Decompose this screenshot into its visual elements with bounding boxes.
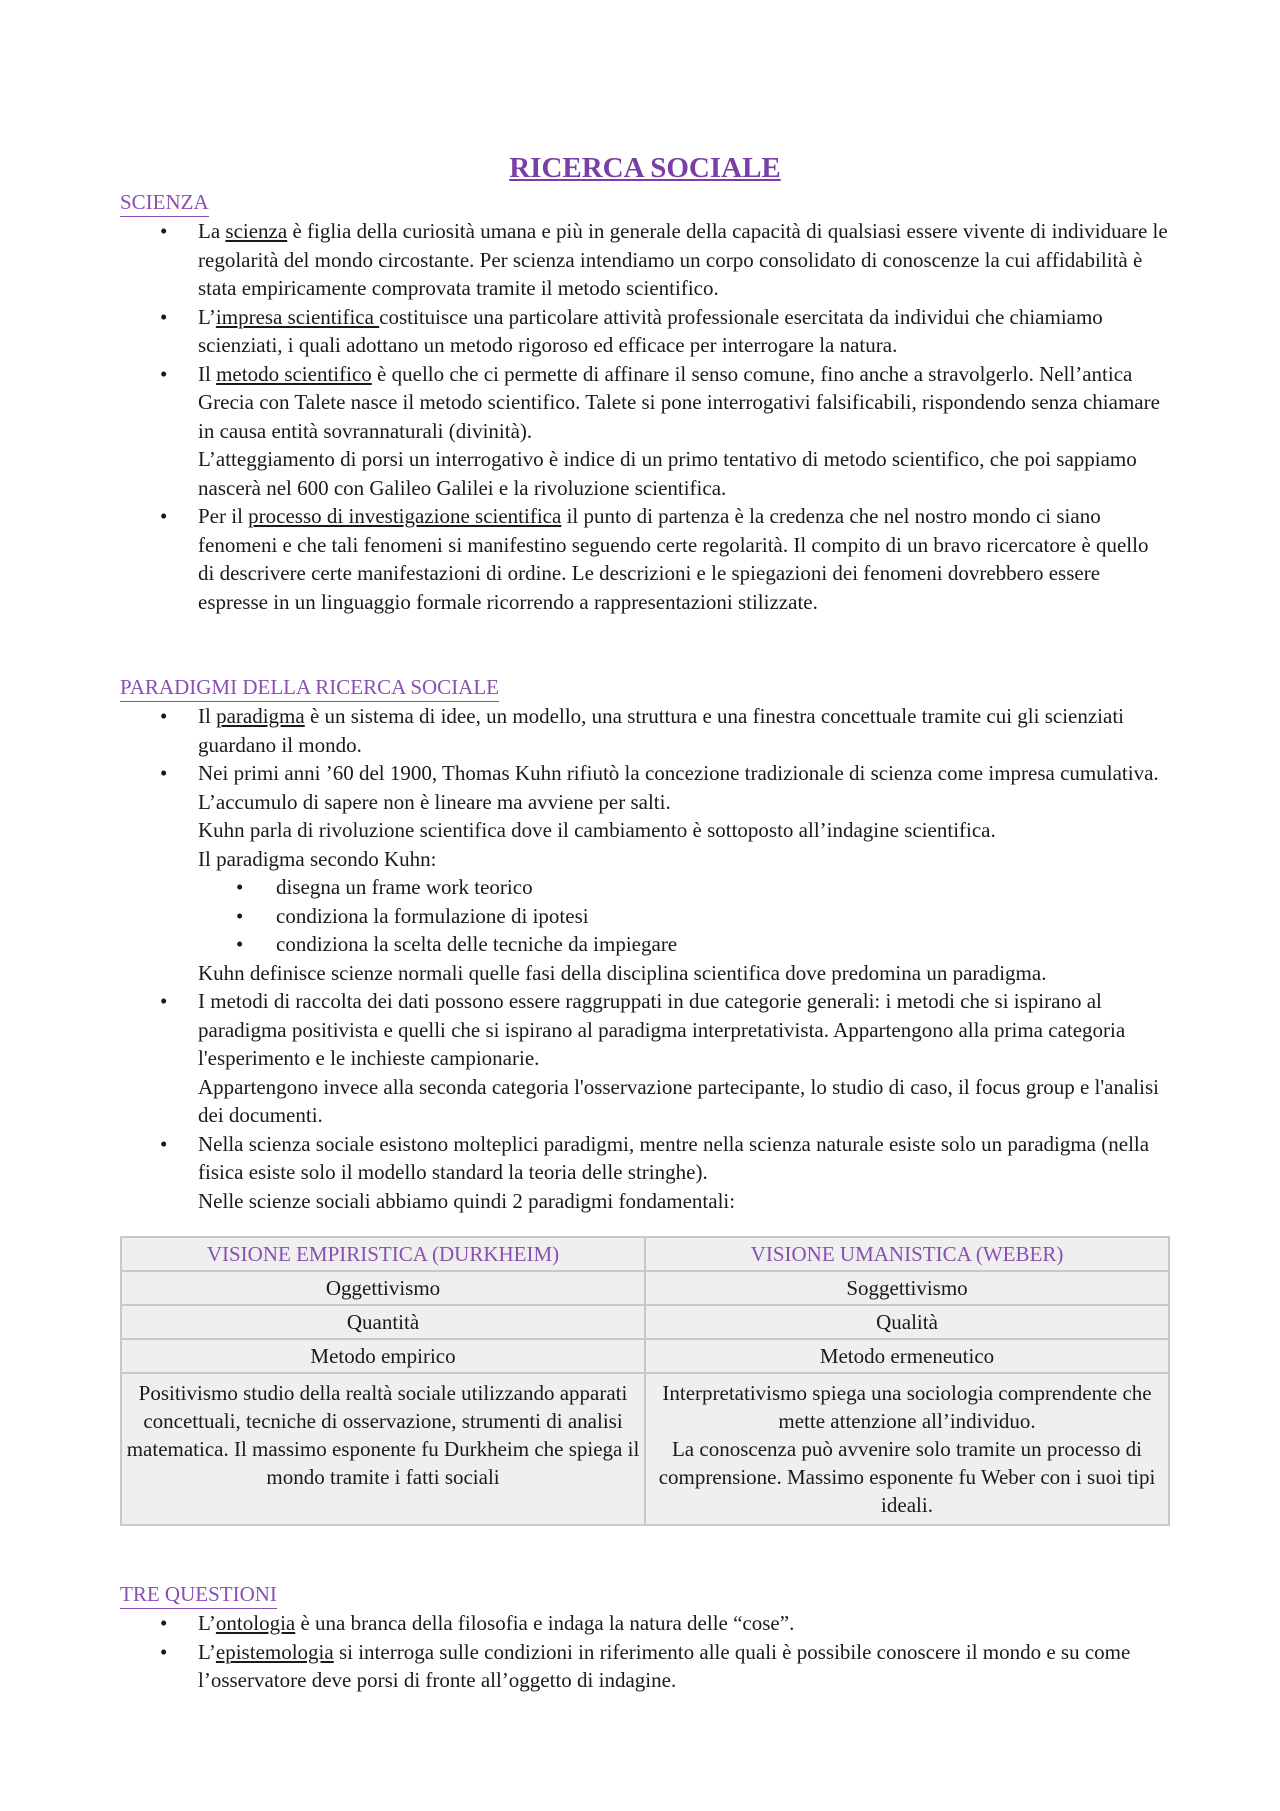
table-row [121,1373,1169,1525]
paragraph: Il paradigma secondo Kuhn: [198,846,437,871]
table-header-cell: VISIONE UMANISTICA (WEBER) [645,1237,1169,1271]
text: è figlia della curiosità umana e più in generale della capacità di qualsiasi essere vivente di individuare le regolarità del mondo circostante. Per scienza intendiamo un corpo consolidato di conoscenze la cui affidabilità è stata empiricamente comprovata tramite il metodo scientifico. [198,219,1168,300]
text: L’ [198,1611,216,1635]
list-item [120,702,1170,759]
paragraph: Nelle scienze sociali abbiamo quindi 2 paradigmi fondamentali: [198,1188,736,1213]
text: il punto di partenza è la credenza che nel nostro mondo ci siano fenomeni e che tali fenomeni si manifestino seguendo certe regolarità. Il compito di un bravo ricercatore è quello di descrivere certe manifestazioni di ordine. Le descrizioni e le spiegazioni dei fenomeni dovrebbero essere espresse in un linguaggio formale ricorrendo a rappresentazioni stilizzate. [198,504,1149,614]
cell-text: Interpretativismo spiega una sociologia comprendente che mette attenzione all’individuo. [662,1381,1152,1433]
text: Il [198,361,217,386]
section-heading: TRE QUESTIONI [120,1580,277,1609]
text: Il [198,704,217,728]
text: è una branca della filosofia e indaga la natura delle “cose”. [295,1611,795,1635]
table-row [121,1305,1169,1339]
table-cell: Quantità [121,1305,645,1339]
table-cell: Positivismo studio della realtà sociale utilizzando apparati concettuali, tecniche di osservazione, strumenti di analisi matematica. Il massimo esponente fu Durkheim che spiega il mondo tramite i fatti sociali [121,1373,645,1525]
list-item [120,1130,1170,1216]
table-row [121,1271,1169,1305]
list-item [120,303,1170,360]
section-scienza [120,188,1170,616]
text: Per il [198,504,249,528]
table-cell: Metodo ermeneutico [645,1339,1169,1373]
table-cell: Metodo empirico [121,1339,645,1373]
sub-list-item: • condiziona la formulazione di ipotesi [198,902,1170,931]
paragraph: Appartengono invece alla seconda categoria l'osservazione partecipante, lo studio di caso, il focus group e l'analisi dei documenti. [198,1074,1159,1127]
list-item [120,502,1170,616]
key-term: scienza [225,219,288,243]
text: L’ [198,1639,216,1664]
text: costituisce una particolare attività professionale esercitata da individui che chiamiamo scienziati, i quali adottano un metodo rigoroso ed efficace per interrogare la natura. [198,304,1103,357]
table-cell: Soggettivismo [645,1271,1169,1305]
paragraph: Kuhn parla di rivoluzione scientifica dove il cambiamento è sottoposto all’indagine scientifica. [198,818,996,842]
section-heading: SCIENZA [120,188,209,217]
list-item [120,360,1170,503]
text: è quello che ci permette di affinare il senso comune, fino anche a stravolgerlo. Nell’antica Grecia con Talete nasce il metodo scientifico. Talete si pone interrogativi falsificabili, rispondendo senza chiamare in causa entità sovrannaturali (divinità). [198,361,1160,443]
key-term: impresa scientifica [215,304,380,329]
list-item [120,759,1170,987]
sub-list-item: • condiziona la scelta delle tecniche da impiegare [198,930,1170,959]
list-item [120,1609,1170,1638]
table-header-row [121,1237,1169,1271]
paragraph: • Nella scienza sociale esistono molteplici paradigmi, mentre nella scienza naturale esiste solo un paradigma (nella fisica esiste solo il modello standard la teoria delle stringhe). [198,1131,1150,1184]
section-tre-questioni [120,1580,1170,1695]
text: L’ [198,304,216,329]
table-header-cell: VISIONE EMPIRISTICA (DURKHEIM) [121,1237,645,1271]
text: si interroga sulle condizioni in riferimento alle quali è possibile conoscere il mondo e su come l’osservatore deve porsi di fronte all’oggetto di indagine. [198,1639,1131,1692]
page-title: RICERCA SOCIALE [509,152,781,184]
table-cell [645,1373,1169,1525]
table-row [121,1339,1169,1373]
list-item [120,1638,1170,1695]
bullet-list [120,702,1170,1215]
cell-text: La conoscenza può avvenire solo tramite un processo di comprensione. Massimo esponente fu Weber con i suoi tipi ideali. [658,1437,1156,1517]
paragraph: • I metodi di raccolta dei dati possono essere raggruppati in due categorie generali: i metodi che si ispirano al paradigma positivista e quelli che si ispirano al paradigma interpretativista. Appartengono alla prima categoria l'esperimento e le inchieste campionarie. [198,989,1126,1070]
bullet-list [120,217,1170,616]
paragraph: Kuhn definisce scienze normali quelle fasi della disciplina scientifica dove predomina un paradigma. [198,960,1047,985]
list-item [120,987,1170,1130]
section-heading: PARADIGMI DELLA RICERCA SOCIALE [120,673,499,702]
table-cell: Qualità [645,1305,1169,1339]
section-paradigmi [120,673,1170,1215]
key-term: paradigma [216,704,305,728]
text: è un sistema di idee, un modello, una struttura e una finestra concettuale tramite cui gli scienziati guardano il mondo. [198,704,1125,757]
comparison-table [120,1236,1170,1526]
text: La [198,219,226,243]
sub-list-item: • disegna un frame work teorico [198,873,1170,902]
key-term: ontologia [215,1611,296,1635]
key-term: processo di investigazione scientifica [248,504,562,528]
paragraph: • Nei primi anni ’60 del 1900, Thomas Kuhn rifiutò la concezione tradizionale di scienza come impresa cumulativa. L’accumulo di sapere non è lineare ma avviene per salti. [198,761,1159,814]
key-term: epistemologia [215,1639,334,1664]
paragraph: L’atteggiamento di porsi un interrogativo è indice di un primo tentativo di metodo scientifico, che poi sappiamo nascerà nel 600 con Galileo Galilei e la rivoluzione scientifica. [198,447,1137,500]
sub-list [198,873,1170,959]
key-term: metodo scientifico [216,361,372,386]
list-item [120,217,1170,303]
bullet-list [120,1609,1170,1695]
table-cell: Oggettivismo [121,1271,645,1305]
